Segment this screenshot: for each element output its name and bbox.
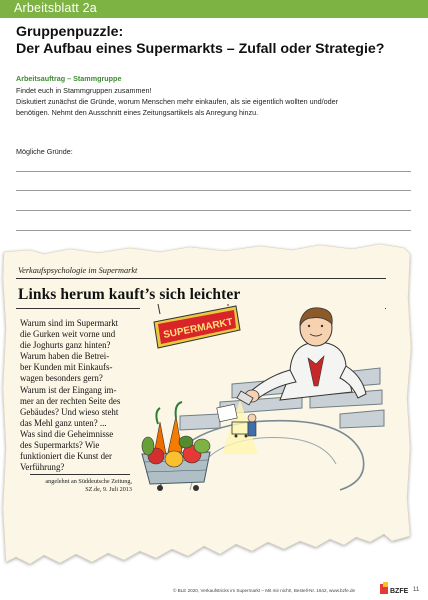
reasons-label: Mögliche Gründe: [16,147,73,156]
article-body [20,318,132,473]
article-body-line: funktioniert die Kunst der [20,451,112,462]
assignment-heading: Arbeitsauftrag – Stammgruppe [16,74,122,83]
article-body-line: die Gurken weit vorne und [20,329,116,340]
footer-copyright: © BLE 2020, Verkaufstricks im Supermarkt – Mit mir nicht!, Bestell-Nr. 1642, www.bzfe.de [173,588,356,593]
article-body-line: die Joghurts ganz hinten? [20,340,111,351]
source-line: angelehnt an Süddeutsche Zeitung, [45,478,132,485]
article-body-line: ber Kunden mit Einkaufs- [20,362,113,373]
article-headline: Links herum kauft’s sich leichter [18,286,241,303]
bzfe-logo [380,582,410,596]
worksheet-header-band [0,0,428,18]
article-rule-top [16,278,386,279]
article-kicker: Verkaufspsychologie im Supermarkt [18,266,138,275]
article-body-line: Warum ist der Eingang im- [20,384,117,395]
title-line-2: Der Aufbau eines Supermarkts – Zufall oder Strategie? [16,41,385,57]
page-number: 11 [413,587,420,593]
assignment-text [16,85,416,118]
article-body-line: Warum haben die Betrei- [20,351,110,362]
newspaper-clipping [0,238,428,568]
page-title [16,24,416,58]
article-body-line: Verführung? [20,462,65,473]
sign-text: SUPERMARKT [162,316,234,341]
title-line-1: Gruppenpuzzle: [16,24,124,40]
article-source [20,478,132,493]
answer-line-3[interactable] [16,210,411,211]
source-line: SZ.de, 9. Juli 2013 [85,485,132,493]
source-rule [30,474,130,475]
assignment-line: Diskutiert zunächst die Gründe, worum Menschen mehr einkaufen, als sie eigentlich wollten und/oder [16,97,339,106]
answer-line-1[interactable] [16,171,411,172]
logo-text: BZFE [390,588,409,595]
article-body-line: Warum sind im Supermarkt [20,318,119,328]
article-body-line: das Mehl ganz unten? ... [20,417,107,428]
assignment-line: Findet euch in Stammgruppen zusammen! [16,86,152,95]
answer-line-2[interactable] [16,190,411,191]
worksheet-label: Arbeitsblatt 2a [14,1,97,15]
article-body-line: mer an der rechten Seite des [20,395,121,406]
assignment-line: benötigen. Nehmt den Ausschnitt eines Zeitungsartikels als Anregung hinzu. [16,108,259,117]
answer-line-4[interactable] [16,230,411,231]
article-body-line: Gebäudes? Und wieso steht [20,406,119,417]
article-body-line: des Supermarkts? Wie [20,440,100,451]
article-body-line: wagen besonders gern? [20,373,103,384]
supermarket-illustration [140,304,385,492]
article-body-line: Was sind die Geheimnisse [20,428,114,439]
